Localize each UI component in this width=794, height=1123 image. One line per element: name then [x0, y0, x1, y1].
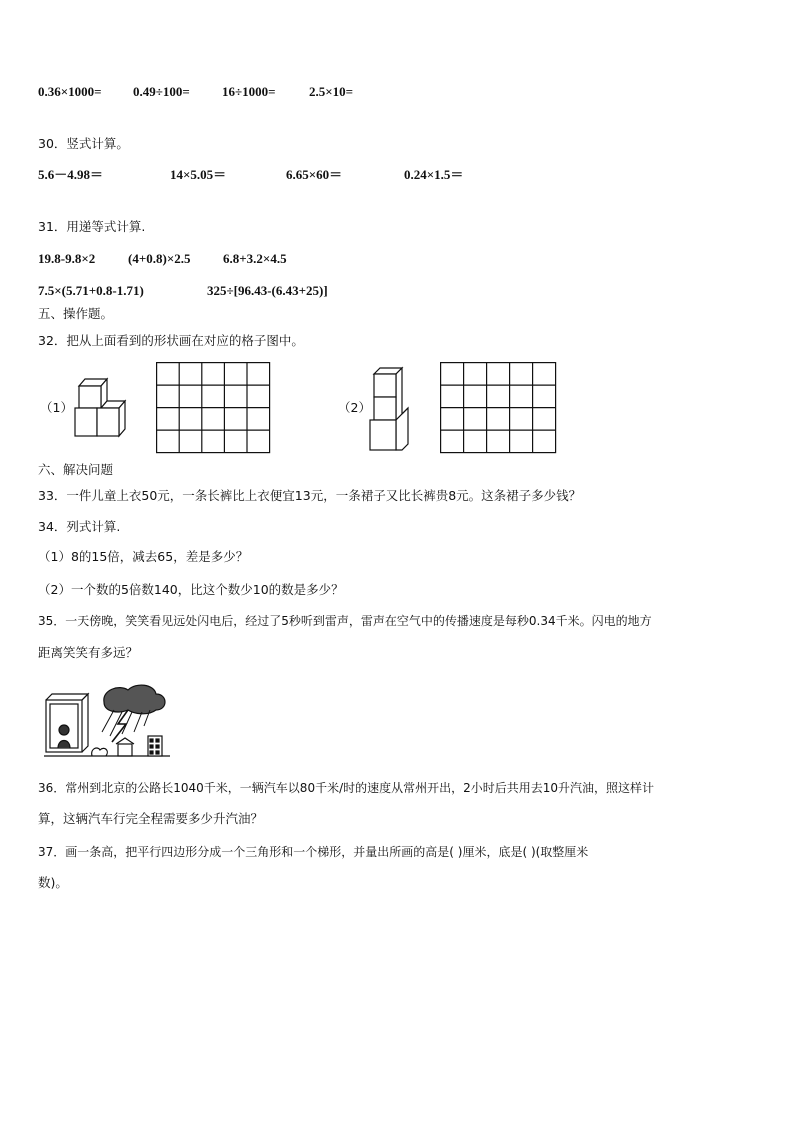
- q29-item-4: 2.5×10=: [309, 84, 354, 99]
- q33-text: 33．一件儿童上衣50元，一条长裤比上衣便宜13元，一条裙子又比长裤贵8元。这条裙子多少钱？: [38, 488, 582, 503]
- q31-item-4: 7.5×(5.71+0.8-1.71): [38, 283, 144, 298]
- q32-label-2: （2）: [338, 400, 371, 415]
- q34-title: 34．列式计算.: [38, 519, 121, 534]
- cube-figure-2: [368, 366, 413, 452]
- q31-item-1: 19.8-9.8×2: [38, 251, 96, 266]
- q29-item-3: 16÷1000=: [222, 84, 276, 99]
- section-5-heading: 五、操作题。: [38, 306, 114, 321]
- answer-grid-2[interactable]: [440, 362, 557, 454]
- q32-title: 32．把从上面看到的形状画在对应的格子图中。: [38, 333, 304, 348]
- q30-item-4: 0.24×1.5＝: [404, 167, 464, 182]
- q31-item-3: 6.8+3.2×4.5: [223, 251, 287, 266]
- q37-line-2: 数)。: [38, 875, 68, 890]
- cube-figure-1: [73, 376, 128, 438]
- q29-item-2: 0.49÷100=: [133, 84, 190, 99]
- q31-title: 31．用递等式计算.: [38, 219, 146, 234]
- q34-part-1: （1）8的15倍，减去65，差是多少？: [38, 549, 249, 564]
- q31-item-5: 325÷[96.43-(6.43+25)]: [207, 283, 328, 298]
- q37-line-1: 37．画一条高，把平行四边形分成一个三角形和一个梯形，并量出所画的高是( )厘米，底是( )(取整厘米: [38, 845, 589, 859]
- q35-line-1: 35．一天傍晚，笑笑看见远处闪电后，经过了5秒听到雷声，雷声在空气中的传播速度是每秒0.34千米。闪电的地方: [38, 614, 652, 628]
- q32-label-1: （1）: [40, 400, 73, 415]
- q36-line-2: 算，这辆汽车行完全程需要多少升汽油？: [38, 811, 264, 826]
- q30-item-3: 6.65×60＝: [286, 167, 343, 182]
- lightning-illustration: [44, 680, 170, 760]
- answer-grid-1[interactable]: [156, 362, 271, 454]
- q31-item-2: (4+0.8)×2.5: [128, 251, 191, 266]
- q30-title: 30．竖式计算。: [38, 136, 129, 151]
- q30-item-2: 14×5.05＝: [170, 167, 227, 182]
- q34-part-2: （2）一个数的5倍数140，比这个数少10的数是多少？: [38, 582, 344, 597]
- section-6-heading: 六、解决问题: [38, 462, 114, 477]
- q30-item-1: 5.6－4.98＝: [38, 167, 104, 182]
- q35-line-2: 距离笑笑有多远？: [38, 645, 139, 660]
- q36-line-1: 36．常州到北京的公路长1040千米，一辆汽车以80千米/时的速度从常州开出，2小时后共用去10升汽油，照这样计: [38, 781, 655, 795]
- q29-item-1: 0.36×1000=: [38, 84, 102, 99]
